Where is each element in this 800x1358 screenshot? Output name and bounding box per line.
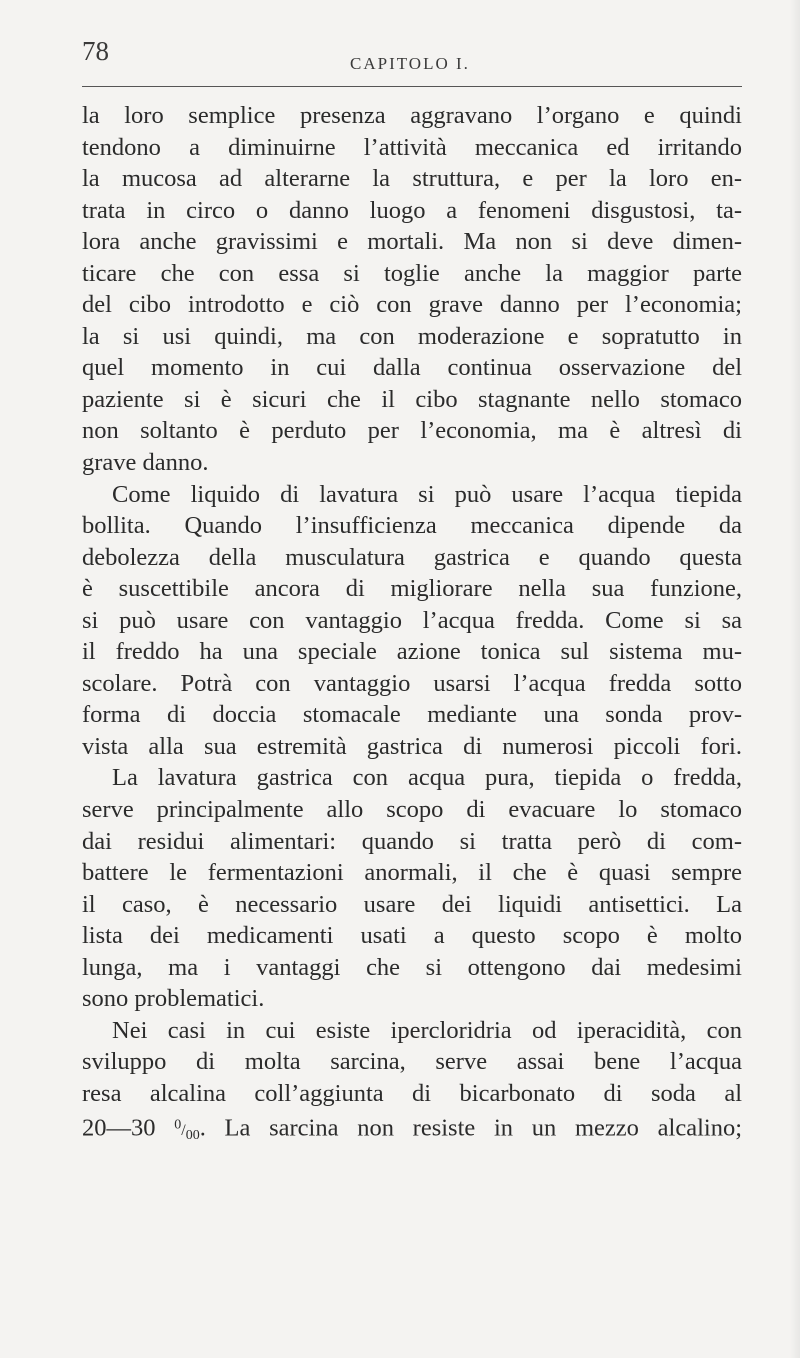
text-line: trata in circo o danno luogo a fenomeni disgustosi, ta- (82, 196, 742, 224)
text-line: grave danno. (82, 449, 209, 477)
page-header (82, 36, 742, 76)
text-line: dai residui alimentari: quando si tratta però di com- (82, 827, 742, 855)
text-line: del cibo introdotto e ciò con grave danno per l’economia; (82, 291, 742, 319)
text-line: tendono a diminuirne l’attività meccanica ed irritando (82, 133, 742, 161)
text-line: quel momento in cui dalla continua osservazione del (82, 354, 742, 382)
per-mille-fraction (174, 1117, 200, 1144)
text-line: scolare. Potrà con vantaggio usarsi l’acqua fredda sotto (82, 669, 742, 697)
fraction-numerator: 0 (174, 1117, 182, 1133)
text-line: il caso, è necessario usare dei liquidi antisettici. La (82, 890, 742, 918)
running-head: CAPITOLO I. (350, 54, 470, 73)
text-line: è suscettibile ancora di migliorare nella sua funzione, (82, 575, 742, 603)
text-line: forma di doccia stomacale mediante una sonda prov- (82, 701, 742, 729)
text-line: vista alla sua estremità gastrica di numerosi piccoli fori. (82, 732, 742, 760)
text-line: sviluppo di molta sarcina, serve assai bene l’acqua (82, 1048, 742, 1076)
fraction-denominator: 00 (185, 1128, 200, 1144)
text-line: Come liquido di lavatura si può usare l’acqua tiepida (112, 480, 742, 508)
text-line: la loro semplice presenza aggravano l’organo e quindi (82, 102, 742, 129)
fraction-slash: / (181, 1121, 186, 1139)
text-line: lista dei medicamenti usati a questo scopo è molto (82, 922, 742, 950)
text-line: serve principalmente allo scopo di evacuare lo stomaco (82, 796, 742, 824)
text-line: bollita. Quando l’insufficienza meccanica dipende da (82, 512, 742, 540)
text-line-with-fraction (82, 1110, 742, 1152)
text-line: il freddo ha una speciale azione tonica sul sistema mu- (82, 638, 742, 666)
text-line: si può usare con vantaggio l’acqua fredda. Come si sa (82, 606, 742, 634)
text-fragment: . La sarcina non resiste in un mezzo alcalino; (199, 1113, 742, 1141)
text-line: lunga, ma i vantaggi che si ottengono dai medesimi (82, 953, 742, 981)
page-edge-shadow (790, 0, 800, 1358)
text-line: la si usi quindi, ma con moderazione e sopratutto in (82, 322, 742, 350)
text-line: Nei casi in cui esiste ipercloridria od iperacidità, con (112, 1016, 742, 1044)
text-line: ticare che con essa si toglie anche la maggior parte (82, 259, 742, 287)
text-line: resa alcalina coll’aggiunta di bicarbonato di soda al (82, 1079, 742, 1107)
text-line: paziente si è sicuri che il cibo stagnante nello stomaco (82, 385, 742, 413)
header-rule (82, 86, 742, 87)
text-line: lora anche gravissimi e mortali. Ma non si deve dimen- (82, 228, 742, 256)
text-line: non soltanto è perduto per l’economia, ma è altresì di (82, 417, 742, 445)
text-line: La lavatura gastrica con acqua pura, tiepida o fredda, (112, 764, 742, 792)
body-text (82, 100, 742, 1152)
page-number: 78 (82, 36, 109, 66)
text-fragment: 20—30 (82, 1113, 175, 1141)
text-line: sono problematici. (82, 985, 265, 1013)
text-line: la mucosa ad alterarne la struttura, e per la loro en- (82, 165, 742, 193)
text-line: battere le fermentazioni anormali, il che è quasi sempre (82, 859, 742, 887)
text-line: debolezza della musculatura gastrica e quando questa (82, 543, 742, 571)
